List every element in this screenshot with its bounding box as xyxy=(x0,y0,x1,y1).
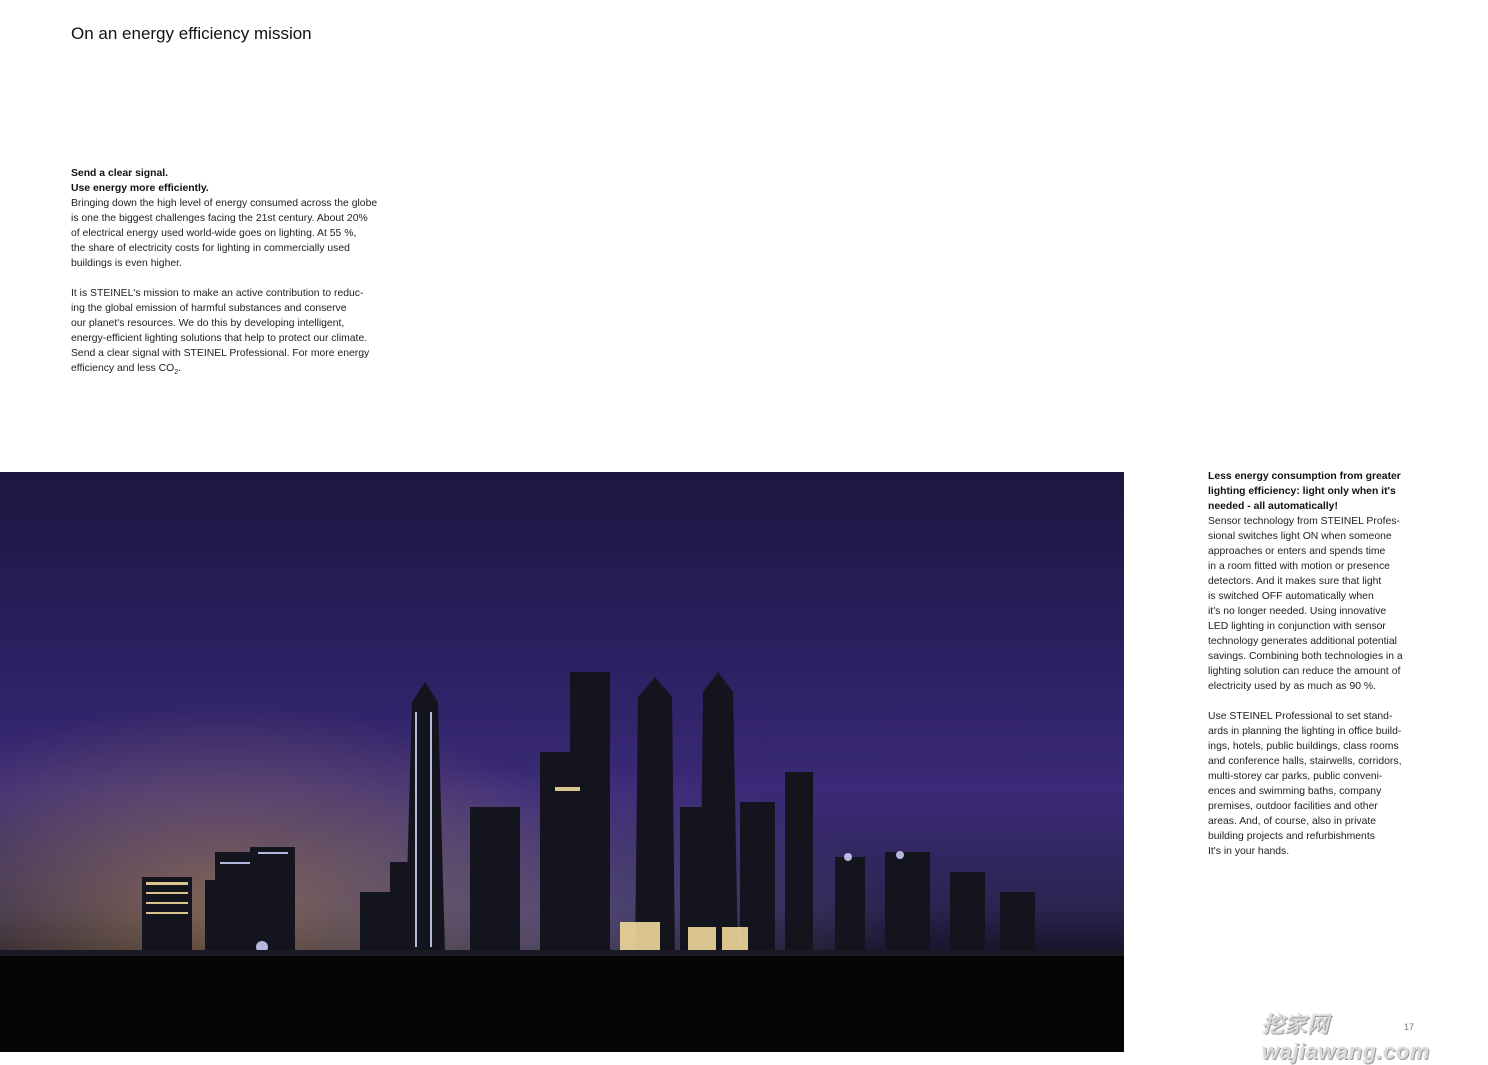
left-p2-line: It is STEINEL's mission to make an active contribution to reduc- xyxy=(71,288,364,299)
left-text-column xyxy=(71,166,401,395)
right-paragraph-2 xyxy=(1208,709,1433,859)
ground-foreground xyxy=(0,952,1124,1052)
left-p2-line: ing the global emission of harmful substances and conserve xyxy=(71,303,347,314)
left-p2-last-line xyxy=(71,361,401,380)
left-p2-line: our planet's resources. We do this by developing intelligent, xyxy=(71,318,345,329)
right-heading xyxy=(1208,469,1433,514)
right-p1-line: savings. Combining both technologies in a xyxy=(1208,651,1403,662)
left-heading-line: Use energy more efficiently. xyxy=(71,183,209,194)
co2-suffix: . xyxy=(178,363,181,374)
left-heading xyxy=(71,166,401,196)
right-heading-line: needed - all automatically! xyxy=(1208,501,1338,512)
shoreline xyxy=(0,950,1124,956)
left-p1-line: is one the biggest challenges facing the 21st century. About 20% xyxy=(71,213,368,224)
right-heading-line: Less energy consumption from greater xyxy=(1208,471,1401,482)
left-p2-line: Send a clear signal with STEINEL Professional. For more energy xyxy=(71,348,370,359)
right-p2-line: ings, hotels, public buildings, class rooms xyxy=(1208,741,1399,752)
right-p1-line: lighting solution can reduce the amount of xyxy=(1208,666,1401,677)
right-p1-line: electricity used by as much as 90 %. xyxy=(1208,681,1377,692)
co2-prefix: efficiency and less CO xyxy=(71,363,175,374)
left-p1-line: buildings is even higher. xyxy=(71,258,182,269)
right-p1-line: detectors. And it makes sure that light xyxy=(1208,576,1382,587)
right-p2-line: areas. And, of course, also in private xyxy=(1208,816,1377,827)
right-paragraph-1 xyxy=(1208,514,1433,694)
right-p2-line: ards in planning the lighting in office build- xyxy=(1208,726,1402,737)
page-title: On an energy efficiency mission xyxy=(71,24,312,43)
right-p1-line: Sensor technology from STEINEL Profes- xyxy=(1208,516,1400,527)
right-p2-line: premises, outdoor facilities and other xyxy=(1208,801,1378,812)
right-p1-line: LED lighting in conjunction with sensor xyxy=(1208,621,1386,632)
right-p2-line: Use STEINEL Professional to set stand- xyxy=(1208,711,1393,722)
right-text-column xyxy=(1208,469,1433,874)
left-paragraph-2 xyxy=(71,286,401,380)
right-p1-line: sional switches light ON when someone xyxy=(1208,531,1392,542)
right-p2-line: It's in your hands. xyxy=(1208,846,1290,857)
left-p1-line: Bringing down the high level of energy consumed across the globe xyxy=(71,198,378,209)
right-heading-line: lighting efficiency: light only when it's xyxy=(1208,486,1396,497)
right-p2-line: ences and swimming baths, company xyxy=(1208,786,1382,797)
left-heading-line: Send a clear signal. xyxy=(71,168,169,179)
left-paragraph-1 xyxy=(71,196,401,271)
right-p1-line: it's no longer needed. Using innovative xyxy=(1208,606,1387,617)
co2-subscript: 2 xyxy=(174,369,179,377)
right-p1-line: in a room fitted with motion or presence xyxy=(1208,561,1390,572)
watermark: 挖家网 wajiawang.com xyxy=(1262,1012,1430,1064)
right-p1-line: technology generates additional potential xyxy=(1208,636,1397,647)
right-p1-line: is switched OFF automatically when xyxy=(1208,591,1374,602)
page-number: 17 xyxy=(1404,1022,1415,1032)
city-skyline-night-photo xyxy=(0,472,1124,1052)
right-p1-line: approaches or enters and spends time xyxy=(1208,546,1386,557)
right-p2-line: and conference halls, stairwells, corridors, xyxy=(1208,756,1402,767)
right-p2-line: building projects and refurbishments xyxy=(1208,831,1375,842)
skyline-illustration xyxy=(0,472,1124,1052)
right-p2-line: multi-storey car parks, public conveni- xyxy=(1208,771,1383,782)
left-p2-line: energy-efficient lighting solutions that help to protect our climate. xyxy=(71,333,368,344)
left-p1-line: of electrical energy used world-wide goes on lighting. At 55 %, xyxy=(71,228,357,239)
left-p1-line: the share of electricity costs for lighting in commercially used xyxy=(71,243,350,254)
